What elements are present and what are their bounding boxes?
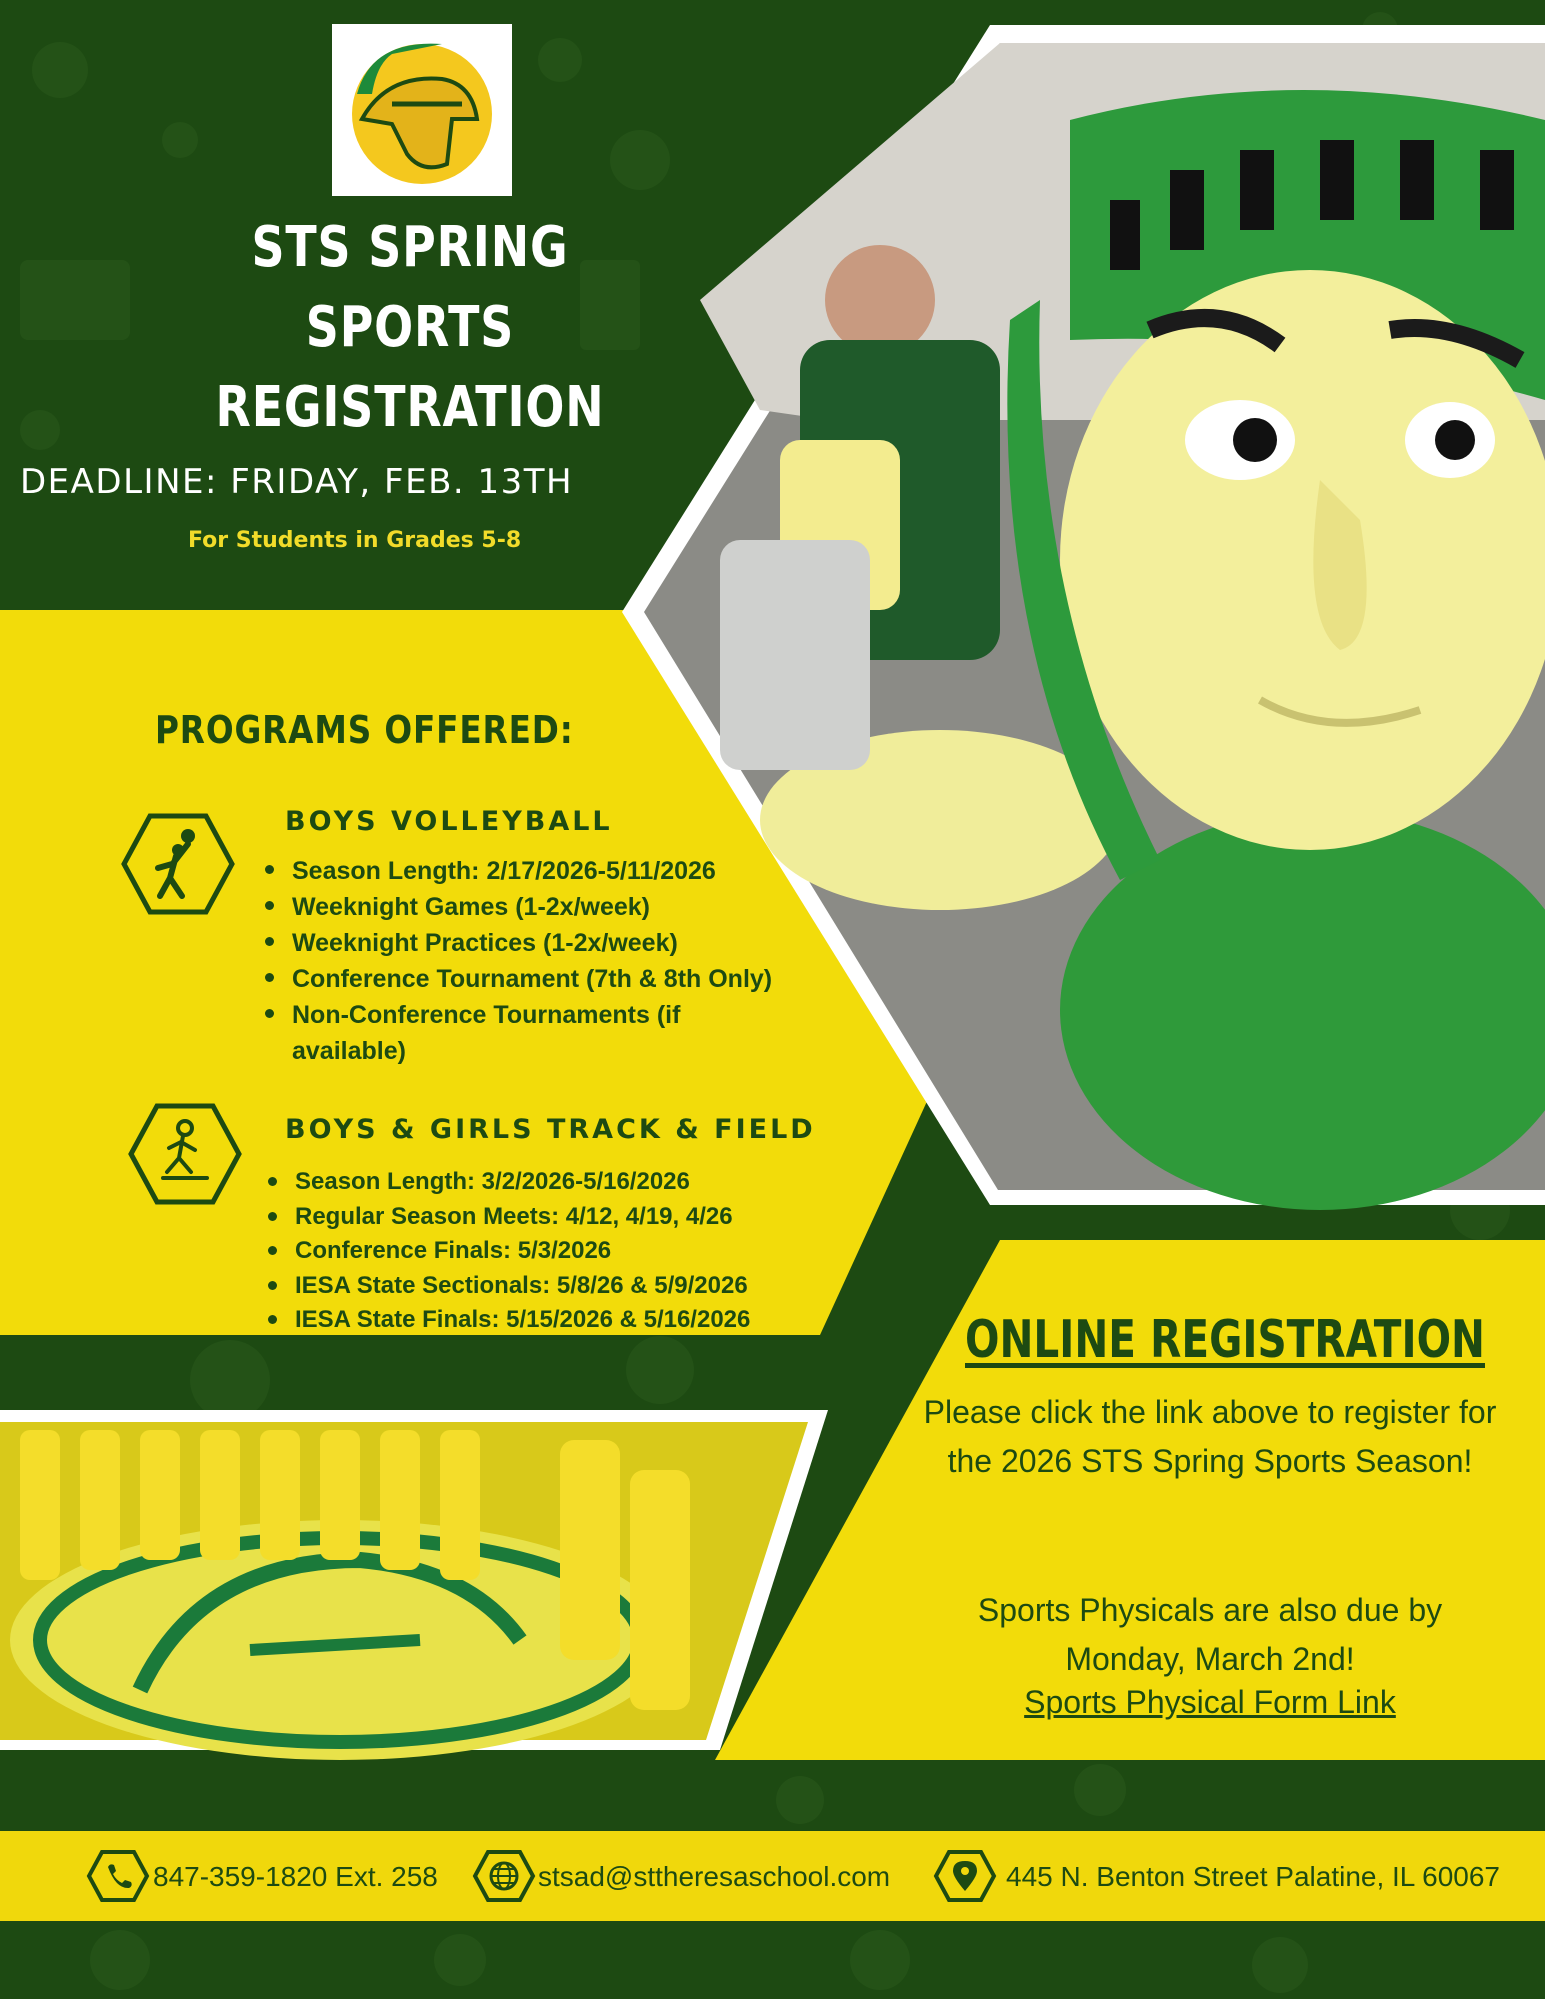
sports-physical-form-link[interactable]: Sports Physical Form Link	[1024, 1684, 1396, 1720]
list-item: Non-Conference Tournaments (if available)	[292, 997, 722, 1069]
programs-heading: PROGRAMS OFFERED:	[155, 708, 574, 752]
list-item: Conference Tournament (7th & 8th Only)	[292, 961, 852, 997]
list-item: IESA State Sectionals: 5/8/26 & 5/9/2026	[295, 1269, 915, 1304]
list-item: Weeknight Practices (1-2x/week)	[292, 925, 852, 961]
list-item: Weeknight Games (1-2x/week)	[292, 889, 852, 925]
list-item: Season Length: 2/17/2026-5/11/2026	[292, 853, 852, 889]
list-item: Conference Finals: 5/3/2026	[295, 1234, 915, 1269]
phone-icon	[86, 1849, 150, 1903]
volleyball-player-icon	[120, 812, 236, 916]
page-title: STS SPRING SPORTS REGISTRATION	[215, 215, 605, 440]
track-details-list	[262, 1165, 915, 1338]
list-item: Season Length: 3/2/2026-5/16/2026	[295, 1165, 915, 1200]
online-registration-text: Please click the link above to register for the 2026 STS Spring Sports Season!	[923, 1394, 1497, 1479]
volleyball-title: BOYS VOLLEYBALL	[285, 806, 613, 837]
spartan-helmet-icon	[332, 24, 512, 196]
grades-subline: For Students in Grades 5-8	[188, 528, 522, 553]
street-address: 445 N. Benton Street Palatine, IL 60067	[1006, 1861, 1500, 1892]
email-address[interactable]: stsad@sttheresaschool.com	[538, 1861, 891, 1892]
school-logo	[332, 24, 512, 196]
deadline-text: DEADLINE: FRIDAY, FEB. 13TH	[20, 462, 574, 502]
volleyball-details-list	[259, 853, 852, 1069]
globe-icon	[472, 1849, 536, 1903]
location-pin-icon	[933, 1849, 997, 1903]
physicals-notice: Sports Physicals are also due by Monday, March 2nd!	[977, 1592, 1443, 1677]
runner-icon	[127, 1102, 243, 1206]
phone-number[interactable]: 847-359-1820 Ext. 258	[153, 1861, 438, 1892]
list-item: Regular Season Meets: 4/12, 4/19, 4/26	[295, 1200, 915, 1235]
list-item: IESA State Finals: 5/15/2026 & 5/16/2026	[295, 1303, 915, 1338]
track-title: BOYS & GIRLS TRACK & FIELD	[285, 1114, 816, 1145]
online-registration-link[interactable]: ONLINE REGISTRATION	[965, 1310, 1485, 1370]
